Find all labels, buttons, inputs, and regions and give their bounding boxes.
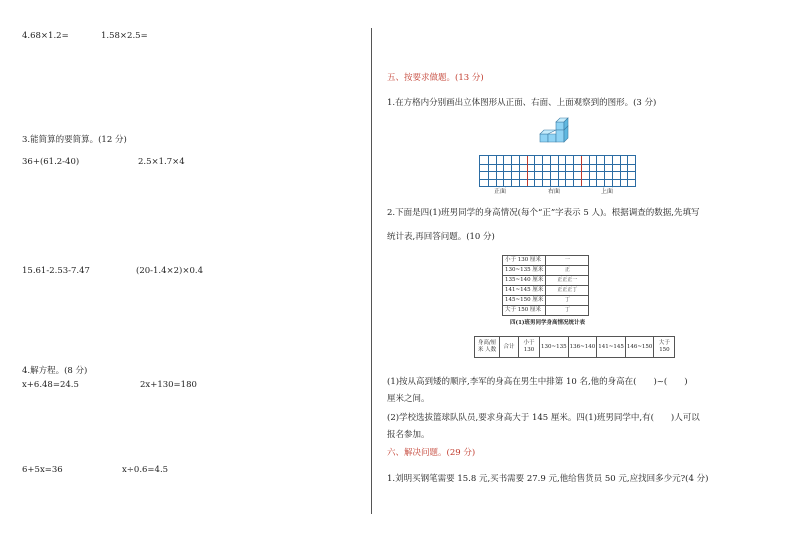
stat-header-col: 136~140 bbox=[568, 337, 597, 358]
simplify-2: 2.5×1.7×4 bbox=[138, 157, 185, 167]
tally-label: 145~150 厘米 bbox=[503, 296, 546, 306]
table-row bbox=[475, 337, 675, 358]
section5-title: 五、按要求做题。(13 分) bbox=[387, 73, 484, 83]
sub-question-1-line2: 厘米之间。 bbox=[387, 394, 430, 404]
table-row bbox=[503, 306, 589, 316]
tally-table bbox=[502, 255, 589, 316]
stat-header-col: 146~150 bbox=[625, 337, 654, 358]
tally-label: 130~135 厘米 bbox=[503, 266, 546, 276]
table-row bbox=[503, 286, 589, 296]
tally-mark: 丁 bbox=[546, 296, 589, 306]
section6-title: 六、解决问题。(29 分) bbox=[387, 448, 476, 458]
tally-label: 大于 150 厘米 bbox=[503, 306, 546, 316]
equation-1: x+6.48=24.5 bbox=[22, 380, 79, 390]
section4-title: 4.解方程。(8 分) bbox=[22, 366, 88, 376]
tally-mark: 正 bbox=[546, 266, 589, 276]
equation-4: x÷0.6=4.5 bbox=[122, 465, 169, 475]
table-row bbox=[503, 296, 589, 306]
table-row bbox=[503, 256, 589, 266]
stat-header-col: 130~135 bbox=[540, 337, 569, 358]
calc-a: 4.68×1.2= bbox=[22, 31, 69, 41]
tally-mark: 丁 bbox=[546, 306, 589, 316]
tally-mark: 正正正一 bbox=[546, 276, 589, 286]
stat-header-col: 小于130 bbox=[519, 337, 540, 358]
tally-caption: 四(1)班男同学身高情况统计表 bbox=[510, 320, 586, 326]
table-row bbox=[503, 266, 589, 276]
drawing-grid[interactable] bbox=[479, 155, 636, 187]
tally-label: 141~145 厘米 bbox=[503, 286, 546, 296]
stat-header-total: 合计 bbox=[500, 337, 519, 358]
sub-question-1-line1: (1)按从高到矮的顺序,李军的身高在男生中排第 10 名,他的身高在( )~( ) bbox=[387, 377, 688, 387]
section5-q2-line2: 统计表,再回答问题。(10 分) bbox=[387, 232, 495, 242]
tally-label: 135~140 厘米 bbox=[503, 276, 546, 286]
section6-q1: 1.刘明买钢笔需要 15.8 元,买书需要 27.9 元,他给售货员 50 元,应找回多少元?(4 分) bbox=[387, 474, 709, 484]
view-label-top: 上面 bbox=[601, 188, 614, 195]
stat-header-col: 大于150 bbox=[654, 337, 675, 358]
section5-q2-line1: 2.下面是四(1)班男同学的身高情况(每个“正”字表示 5 人)。根据调查的数据,先填写 bbox=[387, 208, 700, 218]
sub-question-2-line2: 报名参加。 bbox=[387, 430, 430, 440]
section3-title: 3.能简算的要简算。(12 分) bbox=[22, 135, 127, 145]
equation-3: 6+5x=36 bbox=[22, 465, 63, 475]
cube-figure-icon bbox=[536, 114, 576, 150]
stat-header-corner: 身高/厘米 人数 bbox=[475, 337, 500, 358]
tally-mark: 一 bbox=[546, 256, 589, 266]
simplify-1: 36+(61.2-40) bbox=[22, 157, 80, 167]
tally-label: 小于 130 厘米 bbox=[503, 256, 546, 266]
equation-2: 2x+130=180 bbox=[140, 380, 197, 390]
simplify-4: (20-1.4×2)×0.4 bbox=[136, 266, 204, 276]
stat-header-col: 141~145 bbox=[597, 337, 626, 358]
section5-q1: 1.在方格内分别画出立体图形从正面、右面、上面观察到的图形。(3 分) bbox=[387, 98, 657, 108]
simplify-3: 15.61-2.53-7.47 bbox=[22, 266, 90, 276]
tally-mark: 正正正丁 bbox=[546, 286, 589, 296]
stats-table bbox=[474, 336, 675, 358]
sub-question-2-line1: (2)学校选拔篮球队队员,要求身高大于 145 厘米。四(1)班男同学中,有( )人可以 bbox=[387, 413, 700, 423]
column-divider bbox=[371, 28, 372, 514]
view-label-right: 右面 bbox=[548, 188, 561, 195]
calc-b: 1.58×2.5= bbox=[101, 31, 148, 41]
table-row bbox=[503, 276, 589, 286]
view-label-front: 正面 bbox=[494, 188, 507, 195]
